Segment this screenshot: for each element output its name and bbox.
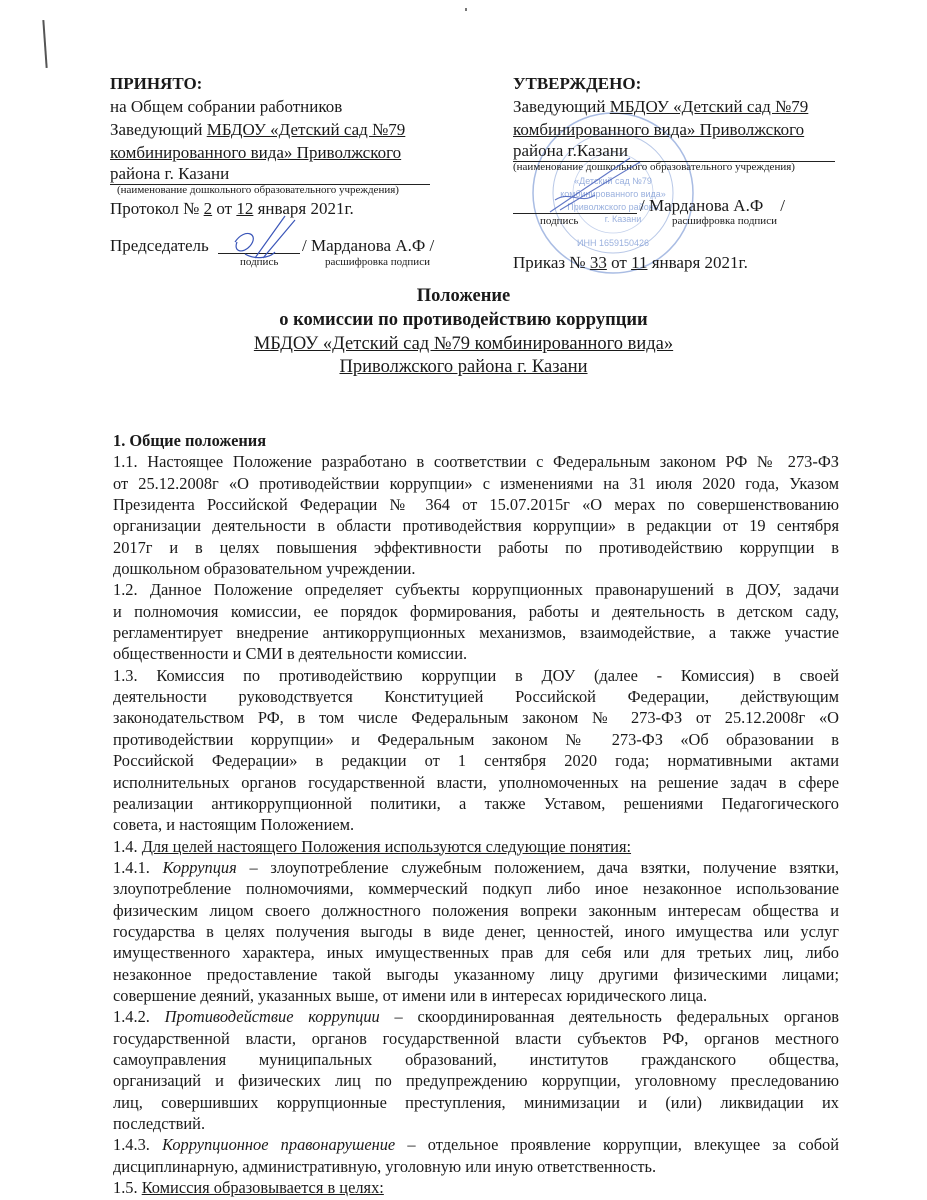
- body-line: [113, 814, 839, 835]
- body-line: [113, 451, 839, 472]
- body-line: [113, 665, 839, 686]
- line-text: незаконное предоставление такой выгоды указанному лицу другими физическими лицами;: [113, 964, 839, 984]
- body-line: [113, 558, 839, 579]
- body-line: [113, 537, 839, 558]
- line-text: исполнительных органов государственной власти, уполномоченных на решение задач в сфере: [113, 772, 839, 792]
- body-line: [113, 1134, 839, 1155]
- body-line: [113, 1092, 839, 1113]
- signature-scribble: [215, 212, 305, 264]
- body-line: [113, 793, 839, 814]
- line-text: государственной власти, органов государственной власти субъектов РФ, органов местного: [113, 1028, 839, 1048]
- order-from: от: [606, 253, 632, 272]
- body-line: [113, 921, 839, 942]
- body-line: [113, 707, 839, 728]
- body-line: [113, 1070, 839, 1091]
- approved-org-caption: (наименование дошкольного образовательного учреждения): [513, 161, 795, 173]
- clause-heading: Комиссия образовывается в целях:: [141, 1178, 384, 1198]
- defined-term: Коррупция: [162, 857, 237, 877]
- accepted-org-line1: [110, 118, 405, 141]
- line-text: последствий.: [113, 1114, 206, 1133]
- clause-heading: Для целей настоящего Положения используются следующие понятия:: [141, 836, 632, 856]
- protocol-date: января 2021г.: [253, 199, 354, 218]
- approved-heading: УТВЕРЖДЕНО:: [513, 74, 642, 93]
- line-text: 1.3. Комиссия по противодействию коррупции в ДОУ (далее - Комиссия) в своей: [113, 665, 839, 685]
- line-text: общественности и СМИ в деятельности комиссии.: [113, 644, 468, 664]
- body-line: [113, 772, 839, 793]
- body-line: [113, 515, 839, 536]
- scan-dot: [465, 8, 467, 11]
- line-text: реализации антикоррупционной политики, а также Уставом, решениями Педагогического: [113, 793, 839, 813]
- line-text: организаций и физических лиц по предупреждению коррупции, уголовному преследованию: [113, 1071, 839, 1091]
- body-line: [113, 985, 839, 1006]
- line-text: организации деятельности в области противодействия коррупции» в редакции от 19 сентября: [113, 516, 839, 536]
- clause-number: 1.4.3.: [113, 1135, 163, 1155]
- body-line: [113, 601, 839, 622]
- doc-org-line2: [0, 356, 927, 380]
- line-text: дисциплинарную, административную, уголовную или иную ответственность.: [113, 1156, 657, 1176]
- body-line: [113, 643, 839, 664]
- chair-sign-caption: подпись: [240, 256, 279, 268]
- line-text: лиц, совершивших коррупционные преступления, минимизации и (или) ликвидации их: [113, 1092, 839, 1112]
- clause-number: 1.4.2.: [113, 1007, 165, 1027]
- doc-title: Положение: [416, 286, 511, 306]
- body-line: [113, 430, 839, 451]
- document-body: [113, 430, 839, 1198]
- approved-org-line2: комбинированного вида» Приволжского: [513, 120, 805, 139]
- line-text: 2017г и в целях повышения эффективности работы по противодействию коррупции в: [113, 537, 839, 557]
- body-line: [113, 878, 839, 899]
- line-text: совершение деяний, указанных выше, от имени или в интересах юридического лица.: [113, 985, 708, 1005]
- accepted-org-caption: (наименование дошкольного образовательного учреждения): [117, 184, 399, 196]
- line-text: деятельности руководствуется Конституцией Российской Федерации, действующим: [113, 687, 839, 707]
- body-line: [113, 473, 839, 494]
- body-line: [113, 964, 839, 985]
- body-line: [113, 494, 839, 515]
- protocol-day: 12: [236, 199, 254, 218]
- line-text: дошкольном образовательном учреждении.: [113, 559, 416, 579]
- body-line: [113, 1049, 839, 1070]
- body-line: [113, 729, 839, 750]
- org-name: МБДОУ «Детский сад №79 комбинированного вида»: [253, 334, 674, 354]
- order-date: января 2021г.: [647, 253, 748, 272]
- body-line: [113, 942, 839, 963]
- section-heading: 1. Общие положения: [113, 431, 267, 450]
- body-line: [113, 579, 839, 600]
- clause-number: 1.5.: [113, 1178, 142, 1198]
- approved-org-line1: [513, 95, 808, 118]
- body-line: [113, 836, 839, 857]
- protocol-from: от: [212, 199, 237, 218]
- protocol-label: Протокол №: [110, 199, 204, 218]
- chair-label: Председатель: [110, 236, 209, 255]
- org-name: МБДОУ «Детский сад №79: [206, 120, 406, 139]
- line-text: Российской Федерации» в редакции от 1 сентября 2020 года; нормативными актами: [113, 751, 839, 771]
- line-text: регламентирует внедрение антикоррупционных механизмов, взаимодействие, а также участие: [113, 623, 839, 643]
- accepted-org-line2: комбинированного вида» Приволжского: [110, 143, 402, 162]
- position-label: Заведующий: [513, 97, 610, 116]
- position-label: Заведующий: [110, 120, 207, 139]
- clause-number: 1.4.: [113, 836, 142, 856]
- org-district: Приволжского района г. Казани: [339, 357, 588, 377]
- svg-text:комбинированного вида»: комбинированного вида»: [560, 189, 666, 199]
- order-line: [513, 251, 748, 274]
- svg-text:ИНН 1659150426: ИНН 1659150426: [576, 238, 650, 248]
- chair-decode-caption: расшифровка подписи: [325, 256, 430, 268]
- doc-org-line1: [0, 333, 927, 357]
- protocol-number: 2: [203, 199, 213, 218]
- line-text: – отдельное проявление коррупции, влекущее за собой: [395, 1135, 840, 1155]
- org-name: МБДОУ «Детский сад №79: [609, 97, 809, 116]
- doc-subtitle: о комиссии по противодействию коррупции: [279, 310, 648, 330]
- line-text: и полномочия комиссии, ее порядок формирования, работы и деятельность в детском саду,: [113, 601, 839, 621]
- line-text: физическим лицом своего должностного положения вопреки законным интересам общества и: [113, 900, 839, 920]
- approved-org-line3: района г.Казани: [513, 141, 835, 162]
- line-text: 1.1. Настоящее Положение разработано в соответствии с Федеральным законом РФ № 273-ФЗ: [113, 452, 839, 472]
- line-text: самоуправления муниципальных образований, институтов гражданского общества,: [113, 1049, 839, 1069]
- head-decode-caption: расшифровка подписи: [672, 215, 777, 227]
- line-text: имущественного характера, иных имущественных прав для себя или для третьих лиц, либо: [113, 943, 839, 963]
- body-line: [113, 622, 839, 643]
- line-text: Президента Российской Федерации № 364 от 15.07.2015г «О мерах по совершенствованию: [113, 495, 839, 515]
- order-number: 33: [589, 253, 607, 272]
- body-line: [113, 900, 839, 921]
- order-label: Приказ №: [513, 253, 590, 272]
- defined-term: Коррупционное правонарушение: [162, 1135, 396, 1155]
- line-text: – скоординированная деятельность федеральных органов: [379, 1007, 839, 1027]
- signature-scribble: [540, 150, 650, 220]
- defined-term: Противодействие коррупции: [164, 1007, 380, 1027]
- head-sign-caption: подпись: [540, 215, 579, 227]
- body-line: [113, 750, 839, 771]
- line-text: – злоупотребление служебным положением, дача взятки, получение взятки,: [236, 857, 839, 877]
- body-line: [113, 1006, 839, 1027]
- body-line: [113, 857, 839, 878]
- body-line: [113, 1028, 839, 1049]
- svg-text:г. Казани: г. Казани: [604, 214, 642, 224]
- line-text: злоупотребление полномочиями, коммерческий подкуп либо иное незаконное использование: [113, 879, 839, 899]
- body-line: [113, 686, 839, 707]
- accepted-org-line3: района г. Казани: [110, 164, 430, 185]
- head-name-text: / Марданова А.Ф /: [640, 196, 785, 215]
- line-text: государства в целях получения выгоды в виде денег, ценностей, иного имущества или услуг: [113, 921, 839, 941]
- line-text: 1.2. Данное Положение определяет субъекты коррупционных правонарушений в ДОУ, задачи: [113, 580, 839, 600]
- body-line: [113, 1113, 839, 1134]
- line-text: противодействии коррупции» и Федеральным законом № 273-ФЗ «Об образовании в: [113, 729, 839, 749]
- line-text: совета, и настоящим Положением.: [113, 815, 355, 835]
- svg-text:Приволжского района: Приволжского района: [567, 202, 659, 212]
- svg-text:«Детский сад №79: «Детский сад №79: [574, 176, 652, 186]
- order-day: 11: [631, 253, 648, 272]
- line-text: от 25.12.2008г «О противодействии коррупции» с изменениями на 31 июля 2020 года, Указом: [113, 473, 839, 493]
- line-text: законодательством РФ, в том числе Федеральным законом № 273-ФЗ от 25.12.2008г «О: [113, 708, 839, 728]
- head-name: [640, 194, 785, 217]
- clause-number: 1.4.1.: [113, 857, 163, 877]
- chair-name: / Марданова А.Ф /: [302, 236, 435, 255]
- accepted-meeting: на Общем собрании работников: [110, 97, 343, 116]
- body-line: [113, 1177, 839, 1198]
- scan-mark: [42, 20, 47, 68]
- body-line: [113, 1156, 839, 1177]
- accepted-heading: ПРИНЯТО:: [110, 74, 203, 93]
